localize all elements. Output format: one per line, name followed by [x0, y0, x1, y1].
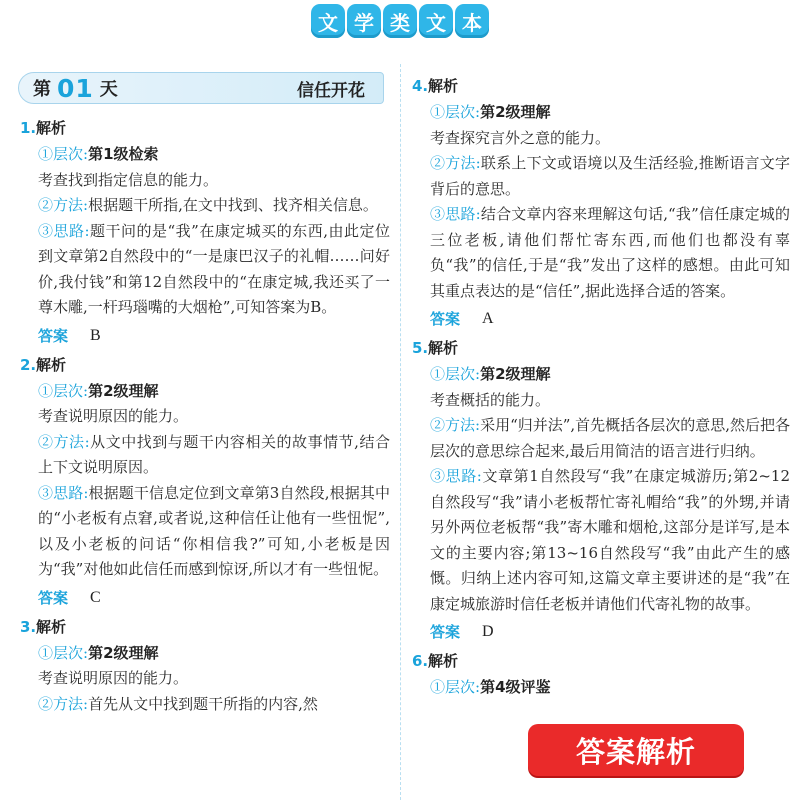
question-number: 5. — [412, 339, 429, 357]
question-block — [412, 334, 790, 647]
method-line — [20, 692, 390, 718]
thinking-tag: ③思路: — [430, 467, 482, 485]
method-line — [20, 430, 390, 481]
analysis-label: 解析 — [428, 77, 459, 95]
category-char: 类 — [383, 4, 417, 38]
answer-line — [20, 321, 390, 351]
method-tag: ②方法: — [38, 694, 89, 713]
level-tag: ①层次: — [430, 365, 481, 383]
thinking-text: 文章第1自然段写“我”在康定城游历;第2~12自然段写“我”请小老板帮忙寄礼帽给“我”的外甥,并请另外两位老板帮“我”寄木雕和烟枪,这部分是详写,是本文的主要内容;第13~16自然段写“我”由此产生的感慨。归纳上述内容可知,这篇文章主要讲述的是“我”在康定城旅游时信任老板并请他们代寄礼物的故事。 — [430, 467, 790, 613]
question-number: 2. — [20, 355, 37, 374]
thinking-line — [412, 202, 790, 304]
thinking-line — [20, 219, 390, 321]
level-value: 第2级理解 — [88, 643, 159, 662]
level-description: 考查说明原因的能力。 — [38, 669, 189, 687]
method-tag: ②方法: — [430, 416, 481, 434]
method-line — [412, 151, 790, 202]
level-line — [20, 379, 390, 405]
question-heading — [412, 647, 790, 675]
analysis-label: 解析 — [36, 355, 67, 374]
category-char: 文 — [419, 4, 453, 38]
question-heading — [412, 334, 790, 362]
category-char: 学 — [347, 4, 381, 38]
day-number: 01 — [57, 73, 94, 103]
level-tag: ①层次: — [38, 643, 89, 662]
thinking-text: 根据题干信息定位到文章第3自然段,根据其中的“小老板有点窘,或者说,这种信任让他有一些忸怩”,以及小老板的问话“你相信我?”可知,小老板是因为“我”对他如此信任而感到惊讶,所以才有一些忸怩。 — [38, 483, 390, 578]
answer-line — [412, 304, 790, 334]
thinking-line — [20, 481, 390, 583]
category-char: 文 — [311, 4, 345, 38]
level-value: 第2级理解 — [480, 103, 551, 121]
day-suffix: 天 — [99, 79, 118, 100]
level-value: 第1级检索 — [88, 145, 159, 163]
question-heading — [20, 351, 390, 379]
answer-line — [412, 617, 790, 647]
level-value: 第4级评鉴 — [480, 678, 551, 696]
level-line — [20, 641, 390, 667]
category-title — [0, 4, 800, 44]
question-heading — [20, 114, 390, 142]
thinking-tag: ③思路: — [38, 221, 90, 240]
level-value: 第2级理解 — [480, 365, 551, 383]
answer-line — [20, 583, 390, 613]
day-banner — [18, 72, 384, 104]
analysis-label: 解析 — [36, 617, 67, 636]
level-line — [412, 100, 790, 126]
question-number: 3. — [20, 617, 37, 636]
method-text: 联系上下文或语境以及生活经验,推断语言文字背后的意思。 — [430, 154, 790, 198]
column-divider — [400, 64, 401, 800]
question-block — [20, 114, 390, 351]
answer-value: D — [482, 623, 494, 640]
level-description: 考查探究言外之意的能力。 — [430, 128, 611, 147]
level-value: 第2级理解 — [88, 381, 159, 400]
question-number: 1. — [20, 119, 37, 137]
level-tag: ①层次: — [430, 678, 481, 696]
method-tag: ②方法: — [38, 432, 90, 451]
analysis-label: 解析 — [428, 339, 459, 357]
thinking-text: 题干问的是“我”在康定城买的东西,由此定位到文章第2自然段中的“一是康巴汉子的礼帽……问好价,我付钱”和第12自然段中的“在康定城,我还买了一尊木雕,一杆玛瑙嘴的大烟枪”,可知答案为B。 — [38, 221, 391, 316]
question-block — [20, 613, 390, 718]
day-prefix: 第 — [33, 79, 51, 100]
level-description: 考查说明原因的能力。 — [38, 407, 189, 425]
method-text: 采用“归并法”,首先概括各层次的意思,然后把各层次的意思综合起来,最后用简洁的语言进行归纳。 — [430, 416, 790, 460]
analysis-label: 解析 — [36, 119, 67, 137]
category-char: 本 — [455, 4, 489, 38]
question-number: 4. — [412, 77, 429, 95]
level-line — [412, 675, 790, 701]
thinking-tag: ③思路: — [430, 205, 481, 223]
thinking-text: 结合文章内容来理解这句话,“我”信任康定城的三位老板,请他们帮忙寄东西,而他们也都没有辜负“我”的信任,于是“我”发出了这样的感想。由此可知其重点表达的是“信任”,据此选择合适的答案。 — [430, 205, 791, 300]
method-line — [412, 413, 790, 464]
answer-value: B — [90, 326, 101, 344]
level-tag: ①层次: — [430, 103, 481, 121]
level-tag: ①层次: — [38, 381, 89, 400]
method-text: 从文中找到与题干内容相关的故事情节,结合上下文说明原因。 — [38, 432, 390, 476]
level-tag: ①层次: — [38, 145, 89, 163]
question-block — [412, 72, 790, 334]
answer-label: 答案 — [430, 623, 461, 641]
method-tag: ②方法: — [430, 154, 481, 172]
answer-label: 答案 — [430, 310, 461, 328]
question-block — [412, 647, 790, 701]
thinking-tag: ③思路: — [38, 483, 89, 502]
level-line — [412, 362, 790, 388]
answer-label: 答案 — [38, 326, 69, 345]
right-column — [412, 72, 790, 701]
question-block — [20, 351, 390, 613]
answer-value: C — [90, 588, 101, 606]
method-text: 首先从文中找到题干所指的内容,然 — [88, 694, 318, 713]
analysis-label: 解析 — [428, 652, 459, 670]
answer-label: 答案 — [38, 588, 69, 607]
question-heading — [20, 613, 390, 641]
question-heading — [412, 72, 790, 100]
question-number: 6. — [412, 652, 429, 670]
method-text: 根据题干所指,在文中找到、找齐相关信息。 — [88, 196, 378, 214]
left-column — [20, 114, 390, 717]
level-line — [20, 142, 390, 168]
answer-analysis-stamp: 答案解析 — [528, 724, 744, 776]
level-description: 考查找到指定信息的能力。 — [38, 170, 219, 189]
answer-value: A — [482, 310, 494, 327]
method-line — [20, 193, 390, 219]
method-tag: ②方法: — [38, 196, 89, 214]
level-description: 考查概括的能力。 — [430, 390, 551, 409]
thinking-line — [412, 464, 790, 617]
day-topic: 信任开花 — [297, 80, 365, 101]
